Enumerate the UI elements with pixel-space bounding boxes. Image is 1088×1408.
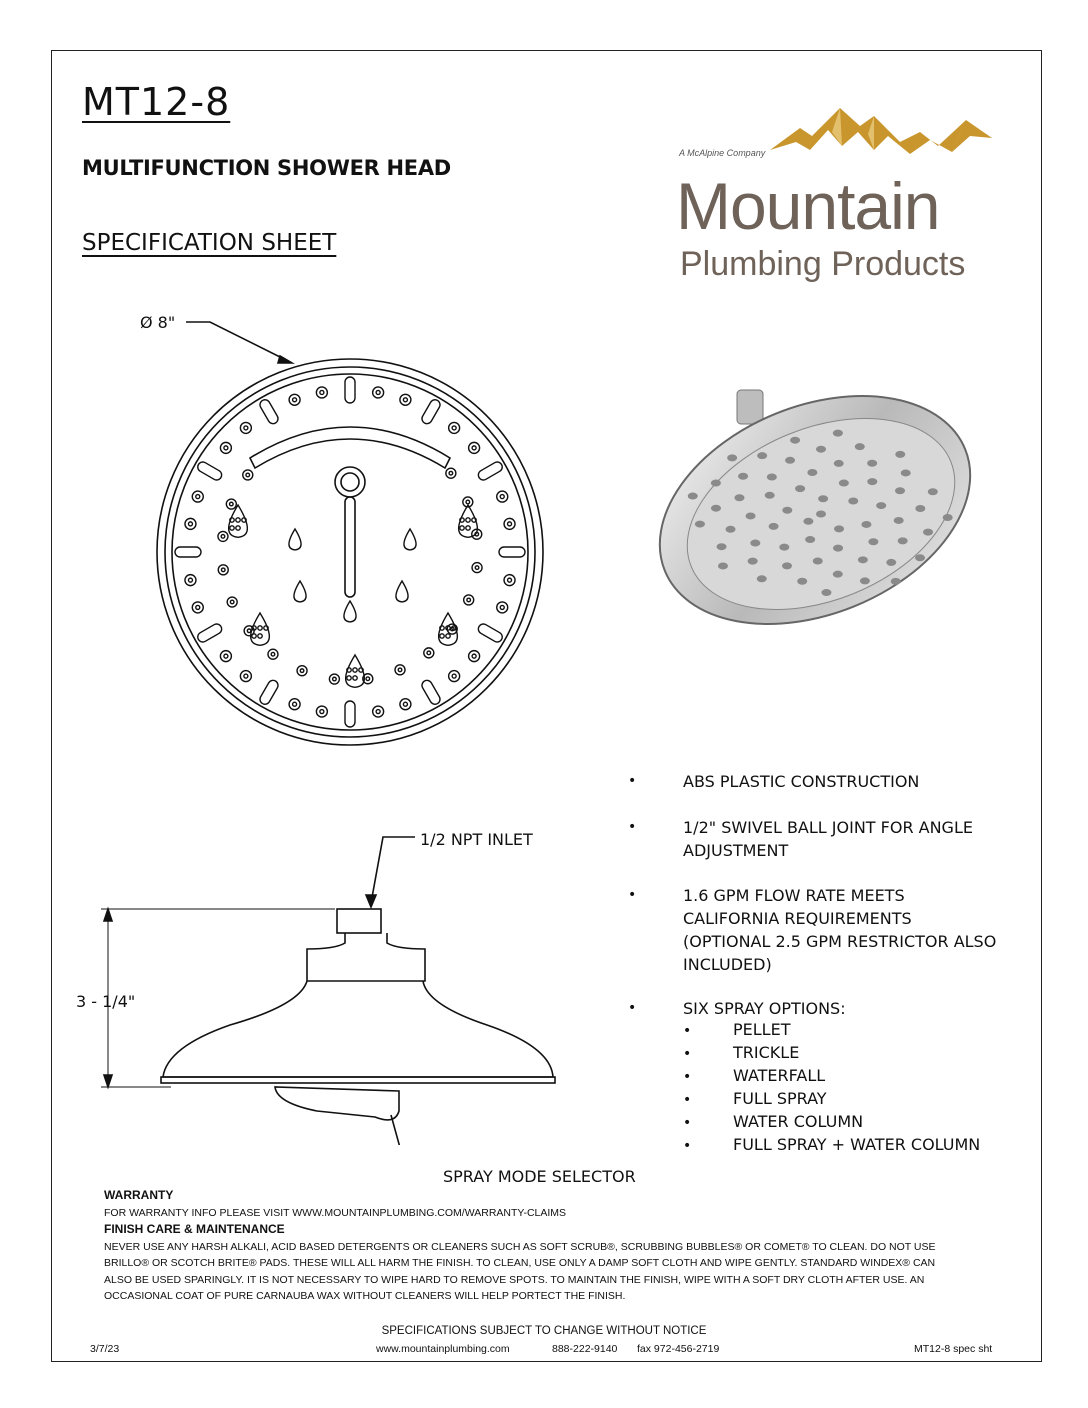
- side-view-drawing: [95, 825, 570, 1145]
- mountain-logo-icon: [770, 102, 995, 172]
- feature-text: ABS PLASTIC CONSTRUCTION: [683, 772, 920, 791]
- spray-option-bullet: •: [683, 1138, 692, 1154]
- feature-text: 1.6 GPM FLOW RATE MEETS: [683, 886, 905, 905]
- care-heading: FINISH CARE & MAINTENANCE: [104, 1222, 285, 1236]
- product-name: MULTIFUNCTION SHOWER HEAD: [82, 156, 451, 180]
- warranty-heading: WARRANTY: [104, 1188, 174, 1202]
- care-line: BRILLO® OR SCOTCH BRITE® PADS. THESE WILL ALL HARM THE FINISH. TO CLEAN, USE ONLY A DAMP SOFT CLOTH AND WIPE GENTLY. STANDARD WINDEX® CAN: [104, 1257, 936, 1269]
- spray-option: PELLET: [733, 1020, 791, 1039]
- feature-bullet: •: [628, 887, 637, 903]
- spray-option-bullet: •: [683, 1069, 692, 1085]
- brand-subname: Plumbing Products: [680, 245, 966, 283]
- height-label: 3 - 1/4": [76, 992, 136, 1011]
- footer-fax: fax 972-456-2719: [637, 1343, 720, 1355]
- care-line: NEVER USE ANY HARSH ALKALI, ACID BASED DETERGENTS OR CLEANERS SUCH AS SOFT SCRUB®, SCRUBBING BUBBLES® OR COMET® TO CLEAN. DO NOT USE: [104, 1240, 936, 1253]
- warranty-block: [104, 1187, 936, 1305]
- diameter-label: Ø 8": [140, 313, 176, 332]
- feature-bullet: •: [628, 773, 637, 789]
- front-view-drawing: [150, 300, 550, 770]
- warranty-text: FOR WARRANTY INFO PLEASE VISIT WWW.MOUNTAINPLUMBING.COM/WARRANTY-CLAIMS: [104, 1206, 567, 1219]
- spray-option: FULL SPRAY + WATER COLUMN: [733, 1135, 981, 1154]
- spray-option: WATER COLUMN: [733, 1112, 864, 1131]
- feature-text: INCLUDED): [683, 955, 772, 974]
- spray-option: TRICKLE: [733, 1043, 800, 1062]
- care-line: ALSO BE USED SPARINGLY. IT IS NOT NECESSARY TO WIPE HARD TO REMOVE SPOTS. TO MAINTAIN THE FINISH, WIPE WITH A SOFT DRY CLOTH AFTER USE. AN: [104, 1273, 925, 1286]
- feature-text: SIX SPRAY OPTIONS:: [683, 999, 846, 1018]
- spray-option-bullet: •: [683, 1023, 692, 1039]
- sheet-title: SPECIFICATION SHEET: [82, 230, 337, 256]
- footer-notice: SPECIFICATIONS SUBJECT TO CHANGE WITHOUT NOTICE: [381, 1325, 707, 1337]
- inlet-label: 1/2 NPT INLET: [420, 830, 533, 849]
- spray-option: WATERFALL: [733, 1066, 826, 1085]
- spray-option: FULL SPRAY: [733, 1089, 827, 1108]
- spray-option-bullet: •: [683, 1092, 692, 1108]
- feature-text: (OPTIONAL 2.5 GPM RESTRICTOR ALSO: [683, 932, 997, 951]
- feature-text: CALIFORNIA REQUIREMENTS: [683, 909, 912, 928]
- footer-phone: 888-222-9140: [552, 1343, 618, 1355]
- footer-date: 3/7/23: [90, 1343, 120, 1355]
- spray-option-bullet: •: [683, 1046, 692, 1062]
- feature-bullet: •: [628, 819, 637, 835]
- model-number: MT12-8: [82, 80, 231, 124]
- product-photo: [645, 380, 975, 630]
- footer-doc-id: MT12-8 spec sht: [914, 1343, 993, 1355]
- feature-text: 1/2" SWIVEL BALL JOINT FOR ANGLE: [683, 818, 973, 837]
- selector-label: SPRAY MODE SELECTOR: [443, 1167, 636, 1186]
- brand-name: Mountain: [676, 169, 940, 243]
- feature-bullet: •: [628, 1000, 637, 1016]
- spray-nozzles: [175, 377, 525, 727]
- spray-option-bullet: •: [683, 1115, 692, 1131]
- logo-tagline: A McAlpine Company: [679, 148, 766, 158]
- feature-text: ADJUSTMENT: [683, 841, 789, 860]
- care-line: OCCASIONAL COAT OF PURE CARNAUBA WAX WITHOUT CLEANERS WILL HELP PORTECT THE FINISH.: [104, 1290, 626, 1302]
- footer-website: www.mountainplumbing.com: [376, 1343, 510, 1355]
